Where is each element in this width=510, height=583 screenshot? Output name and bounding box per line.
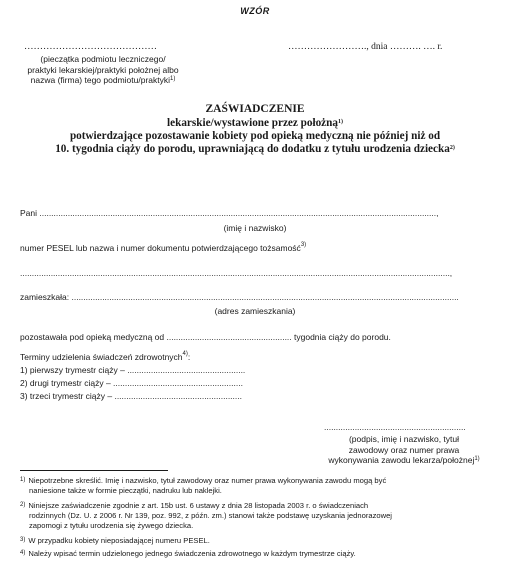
trimester-1-field[interactable]: 1) pierwszy trymestr ciąży – ..................................................: [20, 365, 246, 375]
subtitle-line: 10. tygodnia ciąży do porodu, uprawniającą do dodatku z tytułu urodzenia dziecka$^{2)}$: [55, 142, 455, 155]
document-subtitle: [0, 117, 510, 155]
template-label: WZÓR: [240, 6, 270, 16]
subtitle-line: potwierdzające pozostawanie kobiety pod opieką medyczną nie później niż od: [69, 129, 441, 142]
footnote-1: $^{1)}$ Niepotrzebne skreślić. Imię i nazwisko, tytuł zawodowy oraz numer prawa wykonywania zawodu mogą być naniesione także w formie pieczątki, nadruku lub naklejki.: [20, 476, 387, 496]
address-caption: (adres zamieszkania): [214, 306, 296, 316]
appointments-label: Terminy udzielenia świadczeń zdrowotnych$^{4)}$:: [20, 351, 191, 362]
signature-field[interactable]: ............................................................: [324, 422, 466, 432]
pesel-label: numer PESEL lub nazwa i numer dokumentu potwierdzającego tożsamość$^{3)}$: [20, 242, 307, 253]
signature-caption-line: zawodowy oraz numer prawa: [348, 444, 460, 455]
signature-caption: [318, 434, 490, 466]
signature-caption-line: (podpis, imię i nazwisko, tytuł: [348, 434, 460, 444]
footnote-divider: [20, 470, 168, 471]
footnote-2: $^{2)}$ Niniejsze zaświadczenie zgodnie z art. 15b ust. 6 ustawy z dnia 28 listopada 2003 r. o świadczeniach rodzinnych (Dz. U. z 2006 r. Nr 139, poz. 992, z późn. zm.) stanowi także podstawę uzyskania jednorazowej zapomogi z tytułu urodzenia się żywego dziecka.: [20, 501, 392, 531]
subtitle-line: lekarskie/wystawione przez położną$^{1)}$: [167, 117, 343, 129]
footnote-4: $^{4)}$ Należy wpisać termin udzielonego jednego świadczenia zdrowotnego w każdym trymestrze ciąży.: [20, 549, 356, 558]
signature-caption-line: wykonywania zawodu lekarza/położnej$^{1)}$: [328, 455, 480, 465]
footnote-3: $^{3)}$ W przypadku kobiety nieposiadającej numeru PESEL.: [20, 536, 210, 545]
stamp-caption-line: praktyki lekarskiej/praktyki położnej albo: [27, 64, 179, 75]
trimester-2-field[interactable]: 2) drugi trymestr ciąży – .......................................................: [20, 378, 243, 388]
pesel-field[interactable]: ......................................................................................................................................................................................,: [20, 268, 453, 278]
address-field[interactable]: zamieszkała: ....................................................................................................................................................................: [20, 292, 459, 302]
name-caption: (imię i nazwisko): [223, 223, 287, 233]
stamp-placeholder-dots: ……………………………………: [24, 42, 157, 52]
document-title: ZAŚWIADCZENIE: [205, 103, 305, 115]
stamp-caption-line: nazwa (firma) tego podmiotu/praktyki$^{1)}$: [30, 75, 176, 85]
stamp-caption-line: (pieczątka podmiotu leczniczego/: [40, 54, 166, 64]
care-period-field[interactable]: pozostawała pod opieką medyczną od ..................................................... tygodnia ciąży do porodu.: [20, 332, 391, 342]
stamp-caption: [22, 54, 184, 86]
name-field[interactable]: Pani ........................................................................................................................................................................,: [20, 208, 439, 218]
place-date-field: ……………………., dnia ………. …. r.: [288, 42, 443, 52]
trimester-3-field[interactable]: 3) trzeci trymestr ciąży – ......................................................: [20, 391, 242, 401]
